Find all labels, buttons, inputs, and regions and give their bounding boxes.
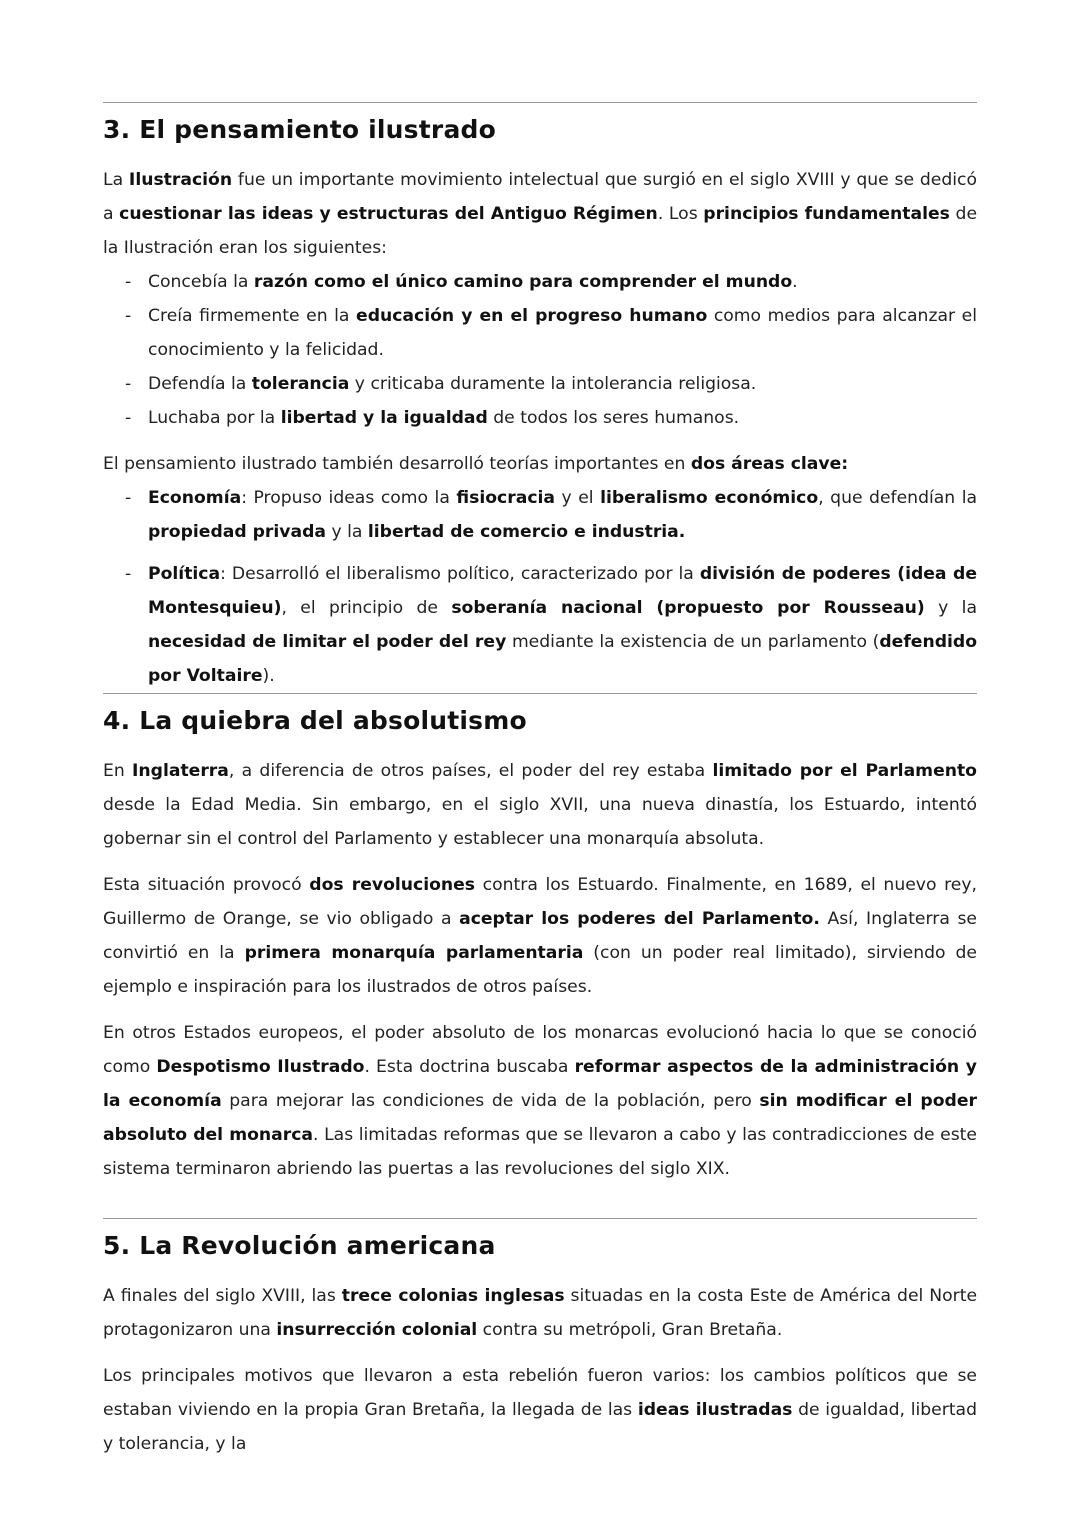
bold-text: Política bbox=[148, 564, 221, 584]
section-divider bbox=[103, 1218, 977, 1219]
text-run: mediante la existencia de un parlamento ( bbox=[506, 632, 880, 652]
bullet-dash: - bbox=[125, 564, 132, 584]
section-divider bbox=[103, 102, 977, 103]
paragraph bbox=[103, 1279, 977, 1347]
text-run: Defendía la bbox=[148, 374, 252, 394]
text-run: ). bbox=[262, 666, 275, 686]
principles-list bbox=[103, 265, 977, 435]
text-run: contra los Estuardo. Finalmente, en 1689, el nuevo rey, Guillermo de Orange, se vio obligado a bbox=[103, 875, 978, 929]
paragraph bbox=[103, 163, 977, 265]
text-run: : Propuso ideas como la bbox=[241, 488, 457, 508]
bold-text: primera monarquía parlamentaria bbox=[244, 943, 584, 963]
text-run: Así, Inglaterra se convirtió en la bbox=[103, 909, 977, 963]
text-run: contra su metrópoli, Gran Bretaña. bbox=[477, 1320, 783, 1340]
text-run: A finales del siglo XVIII, las bbox=[103, 1286, 342, 1306]
text-run: La bbox=[103, 170, 129, 190]
text-run: fue un importante movimiento intelectual que surgió en el siglo XVIII y que se dedicó a bbox=[103, 170, 977, 224]
bold-text: Despotismo Ilustrado bbox=[156, 1057, 365, 1077]
section-4 bbox=[103, 706, 977, 1186]
text-run: y criticaba duramente la intolerancia religiosa. bbox=[349, 374, 757, 394]
bold-text: libertad de comercio e industria. bbox=[367, 522, 686, 542]
section-5 bbox=[103, 1231, 977, 1461]
text-run: y la bbox=[326, 522, 368, 542]
bold-text: trece colonias inglesas bbox=[341, 1286, 565, 1306]
text-run: de todos los seres humanos. bbox=[487, 408, 740, 428]
text-run: , el principio de bbox=[281, 598, 452, 618]
paragraph bbox=[103, 754, 977, 856]
text-run: para mejorar las condiciones de vida de la población, pero bbox=[221, 1091, 760, 1111]
paragraph bbox=[103, 447, 977, 481]
text-run: y la bbox=[924, 598, 977, 618]
text-run: Esta situación provocó bbox=[103, 875, 310, 895]
bold-text: principios fundamentales bbox=[703, 204, 950, 224]
bold-text: propiedad privada bbox=[148, 522, 327, 542]
text-run: de igualdad, libertad y tolerancia, y la bbox=[103, 1400, 977, 1454]
bold-text: tolerancia bbox=[251, 374, 350, 394]
text-run: En otros Estados europeos, el poder absoluto de los monarcas evolucionó hacia lo que se conoció como bbox=[103, 1023, 977, 1077]
section-divider bbox=[103, 693, 977, 694]
bold-text: necesidad de limitar el poder del rey bbox=[148, 632, 507, 652]
paragraph bbox=[103, 1359, 977, 1461]
text-run: y el bbox=[555, 488, 601, 508]
text-run: como medios para alcanzar el conocimiento y la felicidad. bbox=[148, 306, 977, 360]
bold-text: sin modificar el poder absoluto del monarca bbox=[103, 1091, 977, 1145]
text-run: . Esta doctrina buscaba bbox=[364, 1057, 575, 1077]
text-run: situadas en la costa Este de América del Norte protagonizaron una bbox=[103, 1286, 978, 1340]
text-run: Creía firmemente en la bbox=[148, 306, 357, 326]
bold-text: limitado por el Parlamento bbox=[712, 761, 977, 781]
text-run: En bbox=[103, 761, 133, 781]
bold-text: dos revoluciones bbox=[309, 875, 476, 895]
text-run: : Desarrolló el liberalismo político, caracterizado por la bbox=[220, 564, 700, 584]
bullet-dash: - bbox=[125, 408, 132, 428]
text-run: El pensamiento ilustrado también desarrolló teorías importantes en bbox=[103, 454, 691, 474]
paragraph bbox=[103, 868, 977, 1004]
section-3 bbox=[103, 115, 977, 693]
text-run: , que defendían la bbox=[818, 488, 978, 508]
text-run: de la Ilustración eran los siguientes: bbox=[103, 204, 978, 258]
text-run: Luchaba por la bbox=[148, 408, 281, 428]
section-title: 5. La Revolución americana bbox=[103, 1231, 496, 1260]
bold-text: Ilustración bbox=[128, 170, 233, 190]
bold-text: dos áreas clave: bbox=[690, 454, 849, 474]
bold-text: fisiocracia bbox=[456, 488, 556, 508]
bold-text: reformar aspectos de la administración y la economía bbox=[103, 1057, 977, 1111]
list-item bbox=[103, 265, 977, 299]
text-run: . Las limitadas reformas que se llevaron a cabo y las contradicciones de este sistema terminaron abriendo las puertas a las revoluciones del siglo XIX. bbox=[103, 1125, 977, 1179]
areas-list bbox=[103, 481, 977, 693]
bold-text: liberalismo económico bbox=[600, 488, 819, 508]
bold-text: Economía bbox=[148, 488, 242, 508]
bold-text: soberanía nacional (propuesto por Rousseau) bbox=[451, 598, 925, 618]
bold-text: libertad y la igualdad bbox=[280, 408, 488, 428]
bold-text: cuestionar las ideas y estructuras del Antiguo Régimen bbox=[119, 204, 658, 224]
list-item bbox=[103, 299, 977, 367]
list-item bbox=[103, 401, 977, 435]
bold-text: aceptar los poderes del Parlamento. bbox=[459, 909, 820, 929]
text-run: , a diferencia de otros países, el poder del rey estaba bbox=[228, 761, 713, 781]
text-run: Concebía la bbox=[148, 272, 254, 292]
text-run: . bbox=[792, 272, 798, 292]
bold-text: educación y en el progreso humano bbox=[356, 306, 708, 326]
text-run: Los principales motivos que llevaron a esta rebelión fueron varios: los cambios políticos que se estaban viviendo en la propia Gran Bretaña, la llegada de las bbox=[103, 1366, 977, 1420]
bullet-dash: - bbox=[125, 488, 132, 508]
bold-text: defendido por Voltaire bbox=[148, 632, 977, 686]
bold-text: división de poderes (idea de Montesquieu) bbox=[148, 564, 977, 618]
list-item bbox=[103, 557, 977, 693]
bold-text: razón como el único camino para comprender el mundo bbox=[253, 272, 793, 292]
bold-text: ideas ilustradas bbox=[637, 1400, 793, 1420]
section-title: 4. La quiebra del absolutismo bbox=[103, 706, 527, 735]
list-item bbox=[103, 481, 977, 549]
section-title: 3. El pensamiento ilustrado bbox=[103, 115, 496, 144]
list-item bbox=[103, 367, 977, 401]
bold-text: insurrección colonial bbox=[276, 1320, 478, 1340]
text-run: desde la Edad Media. Sin embargo, en el siglo XVII, una nueva dinastía, los Estuardo, intentó gobernar sin el control del Parlamento y establecer una monarquía absoluta. bbox=[103, 795, 977, 849]
bullet-dash: - bbox=[125, 306, 132, 326]
text-run: . Los bbox=[657, 204, 704, 224]
text-run: (con un poder real limitado), sirviendo de ejemplo e inspiración para los ilustrados de otros países. bbox=[103, 943, 977, 997]
bullet-dash: - bbox=[125, 272, 132, 292]
bold-text: Inglaterra bbox=[132, 761, 229, 781]
paragraph bbox=[103, 1016, 977, 1186]
bullet-dash: - bbox=[125, 374, 132, 394]
